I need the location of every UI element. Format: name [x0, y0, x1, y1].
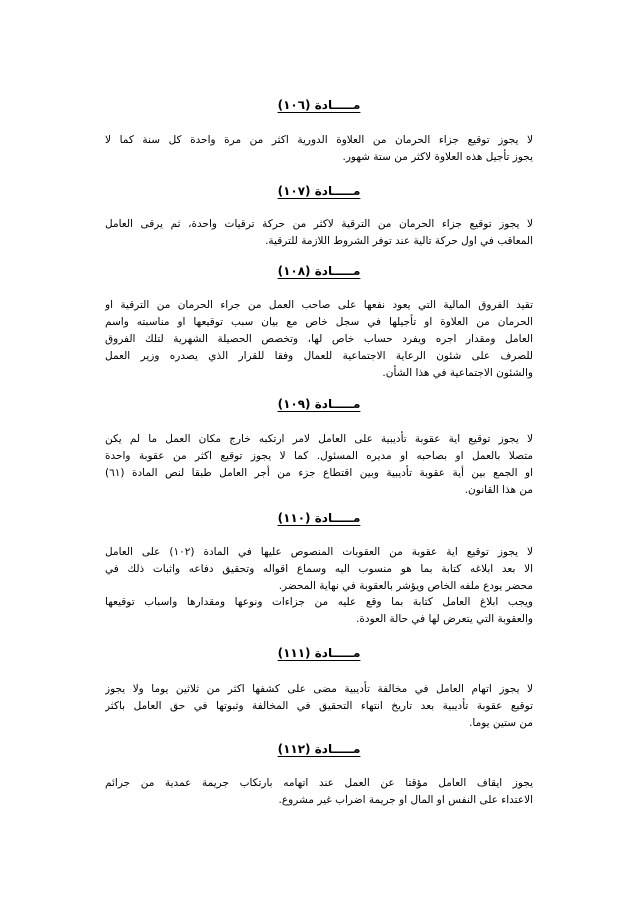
- article-108-heading: مـــــادة (١٠٨): [277, 264, 361, 278]
- text-line: العامل ومقدار اجره ويفرد حساب خاص لها، وتخصص الحصيلة الشهرية لتلك الفروق: [105, 333, 533, 345]
- text-line: توقيع عقوبة تأديبية بعد تاريخ انتهاء التحقيق في المخالفة وثبوتها في حق العامل باكثر: [105, 700, 533, 712]
- text-line: والشئون الاجتماعية في هذا الشأن.: [382, 367, 533, 379]
- article-110-heading: مـــــادة (١١٠): [277, 511, 361, 525]
- article-110-text-1: [105, 544, 533, 595]
- article-112-text: [105, 775, 533, 809]
- text-line: لا يجوز توقيع جزاء الحرمان من الترقية لاكثر من حركة ترقيات واحدة، ثم يرقى العامل: [105, 218, 533, 230]
- article-109-text: [105, 431, 533, 499]
- text-line: لا يجوز توقيع جزاء الحرمان من العلاوة الدورية اكثر من مرة واحدة كل سنة كما لا: [105, 134, 533, 146]
- article-111-text: [105, 681, 533, 732]
- text-line: لا يجوز اتهام العامل في مخالفة تأديبية مضى على كشفها اكثر من ثلاثين يوما ولا يجوز: [105, 683, 533, 695]
- text-line: تقيد الفروق المالية التي يعود نفعها على صاحب العمل من جراء الحرمان من الترقية او: [105, 299, 533, 311]
- text-line: من هذا القانون.: [464, 484, 533, 496]
- text-line: الحرمان من العلاوة او تأجيلها في سجل خاص مع بيان سبب توقيعها او مناسبته واسم: [105, 316, 533, 328]
- text-line: محضر يودع ملفه الخاص ويؤشر بالعقوبة في نهاية المحضر.: [278, 580, 533, 592]
- article-112-heading: مـــــادة (١١٢): [277, 742, 361, 756]
- article-106-heading: مـــــادة (١٠٦): [277, 98, 361, 112]
- article-106-text: [105, 132, 533, 166]
- text-line: لا يجوز توقيع اية عقوبة تأديبية على العامل لامر ارتكبه خارج مكان العمل ما لم يكن: [105, 433, 533, 445]
- article-110-text-2: [105, 594, 533, 628]
- text-line: للصرف على شئون الرعاية الاجتماعية للعمال وفقا للقرار الذي يصدره وزير العمل: [105, 350, 533, 362]
- text-line: الاعتداء على النفس او المال او جريمة اضراب غير مشروع.: [278, 794, 533, 806]
- text-line: والعقوبة التي يتعرض لها في حالة العودة.: [356, 613, 533, 625]
- text-line: يجوز ايقاف العامل مؤقتا عن العمل عند اتهامه بارتكاب جريمة عمدية من جرائم: [105, 777, 533, 789]
- text-line: من ستين يوما.: [469, 717, 533, 729]
- text-line: او الجمع بين أية عقوبة تأديبية وبين اقتطاع جزء من أجر العامل طبقا لنص المادة (٦١): [105, 467, 533, 479]
- article-109-heading: مـــــادة (١٠٩): [277, 397, 361, 411]
- article-108-text: [105, 297, 533, 382]
- text-line: الا بعد ابلاغه كتابة بما هو منسوب اليه وسماع اقواله وتحقيق دفاعه واثبات ذلك في: [105, 563, 533, 575]
- text-line: ويجب ابلاغ العامل كتابة بما وقع عليه من جزاءات ونوعها ومقدارها واسباب توقيعها: [105, 596, 533, 608]
- text-line: المعاقب في اول حركة تالية عند توفر الشروط اللازمة للترقية.: [265, 235, 533, 247]
- article-111-heading: مـــــادة (١١١): [277, 646, 361, 660]
- text-line: يجوز تأجيل هذه العلاوة لاكثر من ستة شهور.: [342, 151, 533, 163]
- text-line: لا يجوز توقيع اية عقوبة من العقوبات المنصوص عليها في المادة (١٠٢) على العامل: [105, 546, 533, 558]
- text-line: متصلا بالعمل او بصاحبه او مديره المسئول. كما لا يجوز توقيع اكثر من عقوبة واحدة: [105, 450, 533, 462]
- article-107-text: [105, 216, 533, 250]
- article-107-heading: مـــــادة (١٠٧): [277, 184, 361, 198]
